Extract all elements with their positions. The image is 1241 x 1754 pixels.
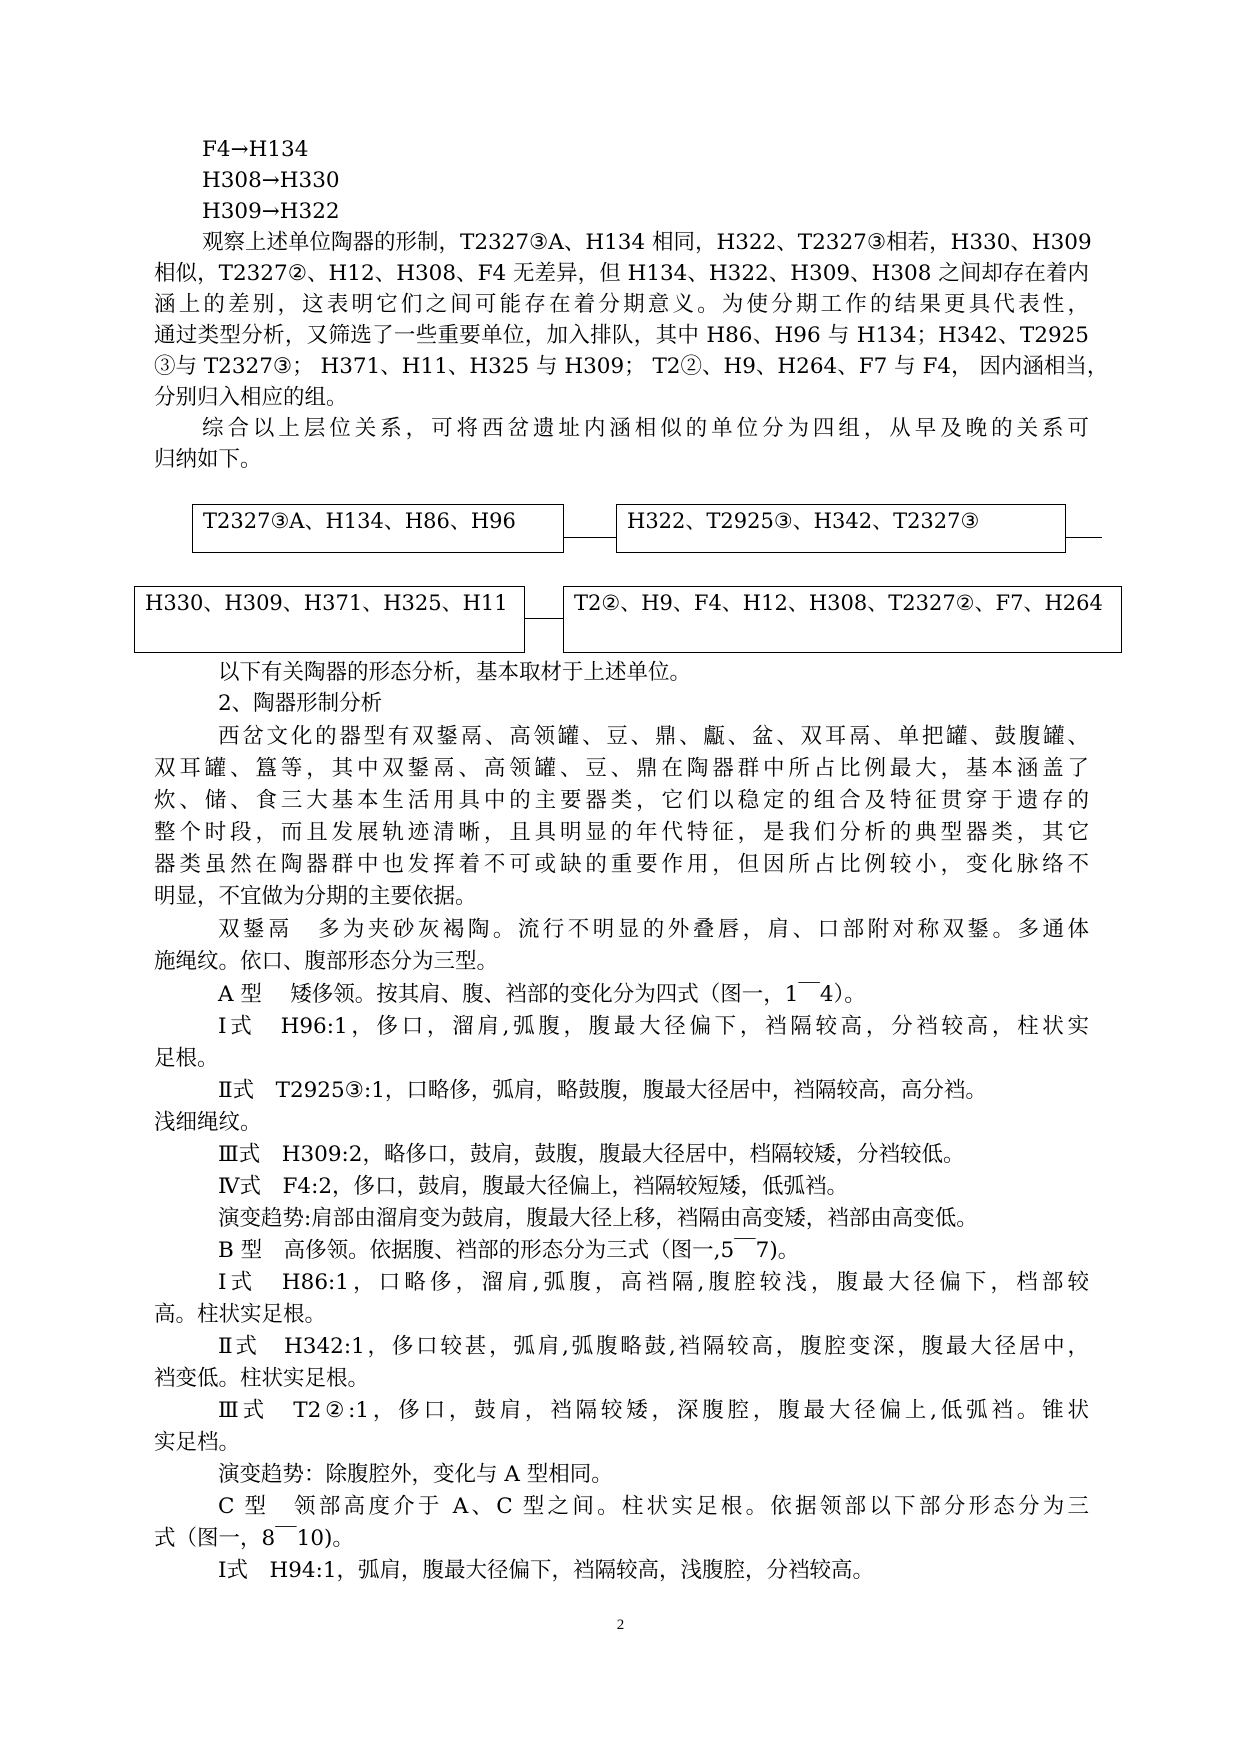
group-box-2: H322、T2925③、H342、T2327③ xyxy=(616,504,1066,553)
group-box-4: T2②、H9、F4、H12、H308、T2327②、F7、H264 xyxy=(563,586,1122,653)
paragraph-line: Ⅲ式 H309:2，略侈口，鼓肩，鼓腹，腹最大径居中，档隔较矮，分裆较低。 xyxy=(218,1142,965,1167)
page-number: 2 xyxy=(616,1617,625,1633)
paragraph-line: Ⅱ式 T2925③:1，口略侈，弧肩，略鼓腹，腹最大径居中，裆隔较高，高分裆。 xyxy=(218,1078,987,1103)
paragraph-line: Ⅰ式 H96:1，侈口，溜肩,弧腹，腹最大径偏下，裆隔较高，分裆较高，柱状实 xyxy=(218,1014,1089,1039)
paragraph-line: 实足档。 xyxy=(154,1430,241,1455)
paragraph-line: 浅细绳纹。 xyxy=(154,1110,262,1135)
paragraph-line: 裆变低。柱状实足根。 xyxy=(154,1366,370,1391)
paragraph-line: B 型 高侈领。依据腹、裆部的形态分为三式（图一,5￣7)。 xyxy=(218,1238,800,1263)
paragraph-line: A 型 矮侈领。按其肩、腹、裆部的变化分为四式（图一，1￣4）。 xyxy=(218,982,866,1007)
paragraph-line: 综合以上层位关系，可将西岔遗址内涵相似的单位分为四组，从早及晚的关系可 xyxy=(202,416,1089,441)
section-heading: 2、陶器形制分析 xyxy=(218,691,383,716)
paragraph-line: 通过类型分析，又筛选了一些重要单位，加入排队，其中 H86、H96 与 H134；H342、T2925 xyxy=(154,323,1089,348)
paragraph-line: 式（图一，8￣10)。 xyxy=(154,1526,354,1551)
paragraph-line: 演变趋势：除腹腔外，变化与 A 型相同。 xyxy=(218,1462,613,1487)
connector-line xyxy=(525,618,563,619)
paragraph-line: Ⅰ式 H86:1，口略侈，溜肩,弧腹，高裆隔,腹腔较浅，腹最大径偏下，档部较 xyxy=(218,1270,1089,1295)
sequence-line: H308→H330 xyxy=(202,168,340,193)
paragraph-line: Ⅱ式 H342:1，侈口较甚，弧肩,弧腹略鼓,裆隔较高，腹腔变深，腹最大径居中， xyxy=(218,1334,1089,1359)
paragraph-line: C 型 领部高度介于 A、C 型之间。柱状实足根。依据领部以下部分形态分为三 xyxy=(218,1494,1089,1519)
paragraph-line: 以下有关陶器的形态分析，基本取材于上述单位。 xyxy=(218,660,692,685)
paragraph-line: 归纳如下。 xyxy=(154,447,262,472)
paragraph-line: 施绳纹。依口、腹部形态分为三型。 xyxy=(154,949,499,974)
paragraph-line: 相似，T2327②、H12、H308、F4 无差异，但 H134、H322、H309、H308 之间却存在着内 xyxy=(154,261,1089,286)
paragraph-line: 西岔文化的器型有双鋬鬲、高领罐、豆、鼎、甗、盆、双耳鬲、单把罐、鼓腹罐、 xyxy=(218,724,1089,749)
paragraph-line: 器类虽然在陶器群中也发挥着不可或缺的重要作用，但因所占比例较小，变化脉络不 xyxy=(154,852,1089,877)
connector-line xyxy=(564,537,616,538)
group-box-3: H330、H309、H371、H325、H11 xyxy=(134,586,525,653)
paragraph-line: 炊、储、食三大基本生活用具中的主要器类，它们以稳定的组合及特征贯穿于遗存的 xyxy=(154,788,1089,813)
paragraph-line: 涵上的差别，这表明它们之间可能存在着分期意义。为使分期工作的结果更具代表性， xyxy=(154,292,1089,317)
paragraph-line: 观察上述单位陶器的形制，T2327③A、H134 相同，H322、T2327③相若，H330、H309 xyxy=(202,230,1092,255)
paragraph-line: Ⅳ式 F4:2，侈口，鼓肩，腹最大径偏上，裆隔较短矮，低弧裆。 xyxy=(218,1174,849,1199)
group-box-1: T2327③A、H134、H86、H96 xyxy=(192,504,564,553)
paragraph-line: 明显，不宜做为分期的主要依据。 xyxy=(154,884,477,909)
sequence-line: F4→H134 xyxy=(202,137,309,162)
connector-line xyxy=(1066,537,1102,538)
paragraph-line: 整个时段，而且发展轨迹清晰，且具明显的年代特征，是我们分析的典型器类，其它 xyxy=(154,820,1089,845)
paragraph-line: 足根。 xyxy=(154,1046,219,1071)
sequence-line: H309→H322 xyxy=(202,199,340,224)
paragraph-line: 演变趋势:肩部由溜肩变为鼓肩，腹最大径上移，裆隔由高变矮，裆部由高变低。 xyxy=(218,1206,978,1231)
paragraph-line: Ⅲ式 T2②:1，侈口，鼓肩，裆隔较矮，深腹腔，腹最大径偏上,低弧裆。锥状 xyxy=(218,1398,1089,1423)
paragraph-line: 分别归入相应的组。 xyxy=(154,385,348,410)
paragraph-line: 双鋬鬲 多为夹砂灰褐陶。流行不明显的外叠唇，肩、口部附对称双鋬。多通体 xyxy=(218,917,1089,942)
paragraph-line: Ⅰ式 H94:1，弧肩，腹最大径偏下，裆隔较高，浅腹腔，分裆较高。 xyxy=(218,1558,875,1583)
paragraph-line: ③与 T2327③； H371、H11、H325 与 H309； T2②、H9、H264、F7 与 F4， 因内涵相当， xyxy=(154,354,1109,379)
paragraph-line: 双耳罐、簋等，其中双鋬鬲、高领罐、豆、鼎在陶器群中所占比例最大，基本涵盖了 xyxy=(154,756,1089,781)
paragraph-line: 高。柱状实足根。 xyxy=(154,1302,327,1327)
